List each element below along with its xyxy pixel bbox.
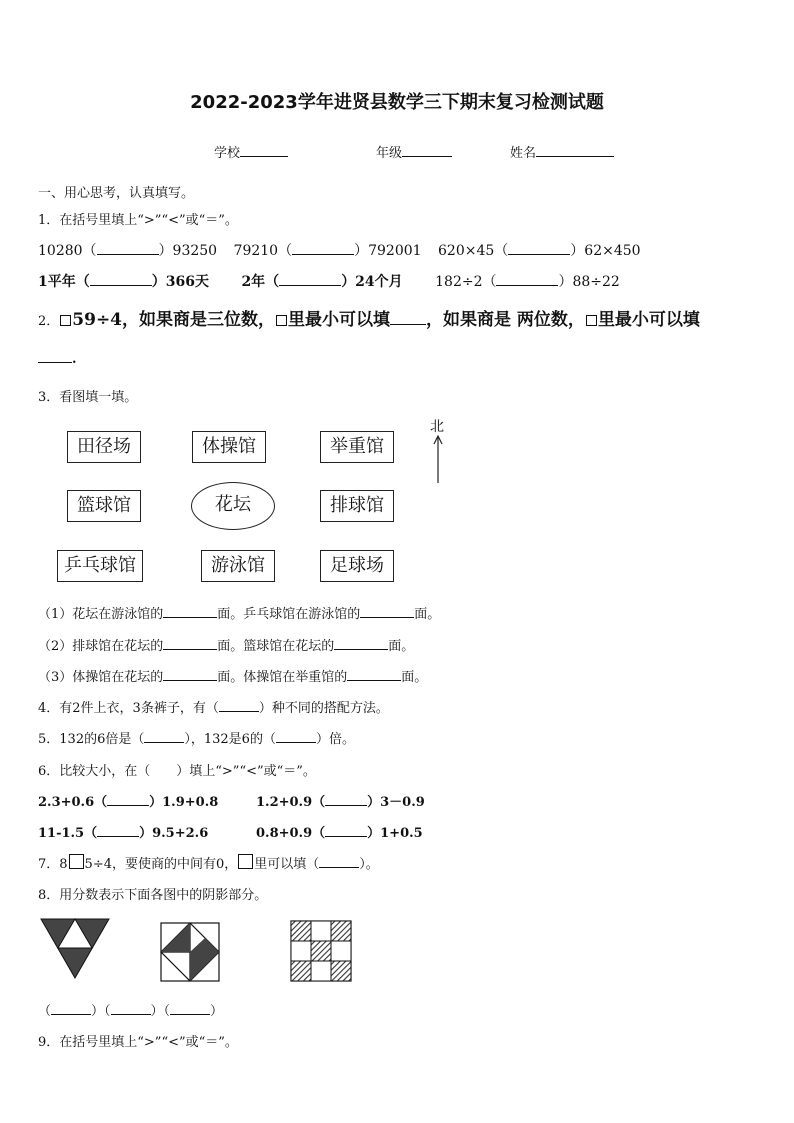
grade-blank[interactable] bbox=[402, 144, 452, 157]
north-arrow-icon bbox=[432, 435, 444, 485]
q1-item-a-left: 10280（ bbox=[38, 243, 97, 259]
q2-line1 bbox=[38, 305, 700, 330]
answer-blank[interactable] bbox=[508, 242, 570, 255]
q3-sub3 bbox=[38, 666, 427, 685]
answer-blank[interactable] bbox=[111, 1002, 151, 1015]
q6-r1b-right: ）3－0.9 bbox=[367, 795, 425, 810]
q5-c: ）倍。 bbox=[315, 732, 355, 747]
q2-line2 bbox=[38, 350, 77, 367]
answer-blank[interactable] bbox=[334, 637, 388, 650]
q6-r2a bbox=[38, 822, 208, 841]
answer-blank[interactable] bbox=[292, 242, 354, 255]
q3-sub1-a: （1）花坛在游泳馆的 bbox=[38, 607, 164, 622]
grid-figure-icon bbox=[290, 920, 352, 982]
answer-blank[interactable] bbox=[390, 312, 426, 325]
grade-label: 年级 bbox=[376, 146, 403, 161]
grade-field bbox=[376, 142, 452, 161]
q7-c: 里可以填（ bbox=[254, 857, 320, 872]
q2-text-c: ，如果商是 两位数， bbox=[426, 310, 585, 330]
q8-paren-a: （ bbox=[38, 1004, 52, 1019]
q1-item-f-right: ）88÷22 bbox=[558, 274, 620, 290]
q5 bbox=[38, 728, 355, 747]
answer-blank[interactable] bbox=[279, 273, 341, 286]
place-paiqiu: 排球馆 bbox=[320, 490, 394, 522]
q3-sub2-b: 面。篮球馆在花坛的 bbox=[217, 639, 335, 654]
name-blank[interactable] bbox=[536, 144, 614, 157]
answer-blank[interactable] bbox=[90, 273, 152, 286]
q1-item-a-right: ）93250 bbox=[158, 243, 218, 259]
q1-item-e-right: ）24个月 bbox=[341, 274, 403, 290]
q1-item-c-right: ）62×450 bbox=[570, 243, 641, 259]
answer-blank[interactable] bbox=[144, 730, 184, 743]
q2-text-b: 里最小可以填 bbox=[288, 310, 391, 330]
answer-blank[interactable] bbox=[319, 855, 359, 868]
answer-blank[interactable] bbox=[163, 668, 217, 681]
place-tianjing: 田径场 bbox=[67, 431, 141, 463]
place-ticao: 体操馆 bbox=[192, 431, 266, 463]
place-huatan: 花坛 bbox=[191, 482, 275, 530]
q6-r1a bbox=[38, 791, 218, 810]
q3-sub2-c: 面。 bbox=[388, 639, 415, 654]
q6-r2b bbox=[256, 822, 423, 841]
q7-a: 7．8 bbox=[38, 857, 68, 872]
q3-sub2-a: （2）排球馆在花坛的 bbox=[38, 639, 164, 654]
square-blank-icon bbox=[69, 854, 84, 869]
q1-item-d-right: ）366天 bbox=[151, 274, 209, 290]
q3-sub2 bbox=[38, 635, 414, 654]
q1-item-b-left: 79210（ bbox=[233, 243, 293, 259]
page-title: 2022-2023学年进贤县数学三下期末复习检测试题 bbox=[190, 92, 604, 113]
q6-r2b-left: 0.8+0.9（ bbox=[256, 826, 326, 841]
q6-r1a-right: ）1.9+0.8 bbox=[149, 795, 219, 810]
answer-blank[interactable] bbox=[325, 824, 367, 837]
school-blank[interactable] bbox=[240, 144, 288, 157]
place-pingpang: 乒乓球馆 bbox=[57, 550, 143, 582]
q3-sub3-b: 面。体操馆在举重馆的 bbox=[217, 670, 348, 685]
q3-sub1-b: 面。乒乓球馆在游泳馆的 bbox=[217, 607, 361, 622]
answer-blank[interactable] bbox=[347, 668, 401, 681]
answer-blank[interactable] bbox=[276, 730, 316, 743]
answer-blank[interactable] bbox=[170, 1002, 210, 1015]
answer-blank[interactable] bbox=[163, 637, 217, 650]
q7 bbox=[38, 853, 379, 872]
q1-row1 bbox=[38, 240, 641, 260]
q4 bbox=[38, 697, 389, 716]
answer-blank[interactable] bbox=[97, 242, 159, 255]
square-blank-icon bbox=[238, 854, 253, 869]
place-lanqiu: 篮球馆 bbox=[67, 490, 141, 522]
q6-r2a-right: ）9.5+2.6 bbox=[139, 826, 209, 841]
q1-stem: 1．在括号里填上“>”“<”或“＝”。 bbox=[38, 213, 238, 228]
q1-row2 bbox=[38, 271, 620, 291]
q3-sub3-a: （3）体操馆在花坛的 bbox=[38, 670, 164, 685]
answer-blank[interactable] bbox=[496, 273, 558, 286]
school-label: 学校 bbox=[214, 146, 241, 161]
q6-r2b-right: ）1+0.5 bbox=[367, 826, 423, 841]
q8-paren-d: ） bbox=[210, 1004, 224, 1019]
square-diamond-figure-icon bbox=[160, 922, 220, 982]
answer-blank[interactable] bbox=[107, 793, 149, 806]
q8-paren-c: ）（ bbox=[150, 1004, 171, 1019]
section-heading: 一、用心思考，认真填写。 bbox=[38, 186, 195, 201]
q2-text-d: 里最小可以填 bbox=[597, 310, 700, 330]
q5-a: 5．132的6倍是（ bbox=[38, 732, 145, 747]
name-field bbox=[510, 142, 614, 161]
name-label: 姓名 bbox=[510, 146, 537, 161]
q2-number: 2． bbox=[38, 314, 60, 329]
q6-r1b bbox=[256, 791, 425, 810]
q4-a: 4．有2件上衣，3条裤子，有（ bbox=[38, 701, 219, 716]
q3-sub1-c: 面。 bbox=[414, 607, 441, 622]
answer-blank[interactable] bbox=[325, 793, 367, 806]
q5-b: ），132是6的（ bbox=[184, 732, 276, 747]
q3-sub3-c: 面。 bbox=[401, 670, 428, 685]
north-label: 北 bbox=[430, 419, 444, 435]
answer-blank[interactable] bbox=[97, 824, 139, 837]
q6-r1a-left: 2.3+0.6（ bbox=[38, 795, 108, 810]
answer-blank[interactable] bbox=[38, 350, 72, 363]
q7-d: ）。 bbox=[359, 857, 379, 872]
q2-text-a: 59÷4，如果商是三位数， bbox=[72, 310, 276, 330]
square-blank-icon bbox=[276, 315, 287, 326]
q6-r1b-left: 1.2+0.9（ bbox=[256, 795, 326, 810]
place-zuqiu: 足球场 bbox=[320, 550, 394, 582]
q1-item-e-left: 2年（ bbox=[241, 274, 280, 290]
place-juzhong: 举重馆 bbox=[320, 431, 394, 463]
q2-period: . bbox=[72, 352, 77, 367]
answer-blank[interactable] bbox=[163, 605, 217, 618]
q1-item-d-left: 1平年（ bbox=[38, 274, 90, 290]
q8-paren-b: ）（ bbox=[91, 1004, 111, 1019]
q8-answers bbox=[38, 1000, 223, 1019]
q8-stem: 8．用分数表示下面各图中的阴影部分。 bbox=[38, 888, 268, 903]
square-blank-icon bbox=[586, 315, 597, 326]
q3-sub1 bbox=[38, 603, 440, 622]
q6-stem: 6．比较大小，在（ ）填上“>”“<”或“＝”。 bbox=[38, 764, 316, 779]
q9-stem: 9．在括号里填上“>”“<”或“＝”。 bbox=[38, 1035, 238, 1050]
square-blank-icon bbox=[60, 315, 71, 326]
answer-blank[interactable] bbox=[219, 699, 259, 712]
q3-stem: 3．看图填一填。 bbox=[38, 390, 138, 405]
triangle-figure-icon bbox=[40, 918, 110, 980]
answer-blank[interactable] bbox=[51, 1002, 91, 1015]
answer-blank[interactable] bbox=[360, 605, 414, 618]
q1-item-c-left: 620×45（ bbox=[438, 243, 509, 259]
q7-b: 5÷4，要使商的中间有0， bbox=[84, 857, 238, 872]
place-youyong: 游泳馆 bbox=[201, 550, 275, 582]
q1-item-f-left: 182÷2（ bbox=[435, 274, 497, 290]
q6-r2a-left: 11-1.5（ bbox=[38, 826, 98, 841]
school-field bbox=[214, 142, 288, 161]
q1-item-b-right: ）792001 bbox=[354, 243, 422, 259]
q4-b: ）种不同的搭配方法。 bbox=[258, 701, 389, 716]
